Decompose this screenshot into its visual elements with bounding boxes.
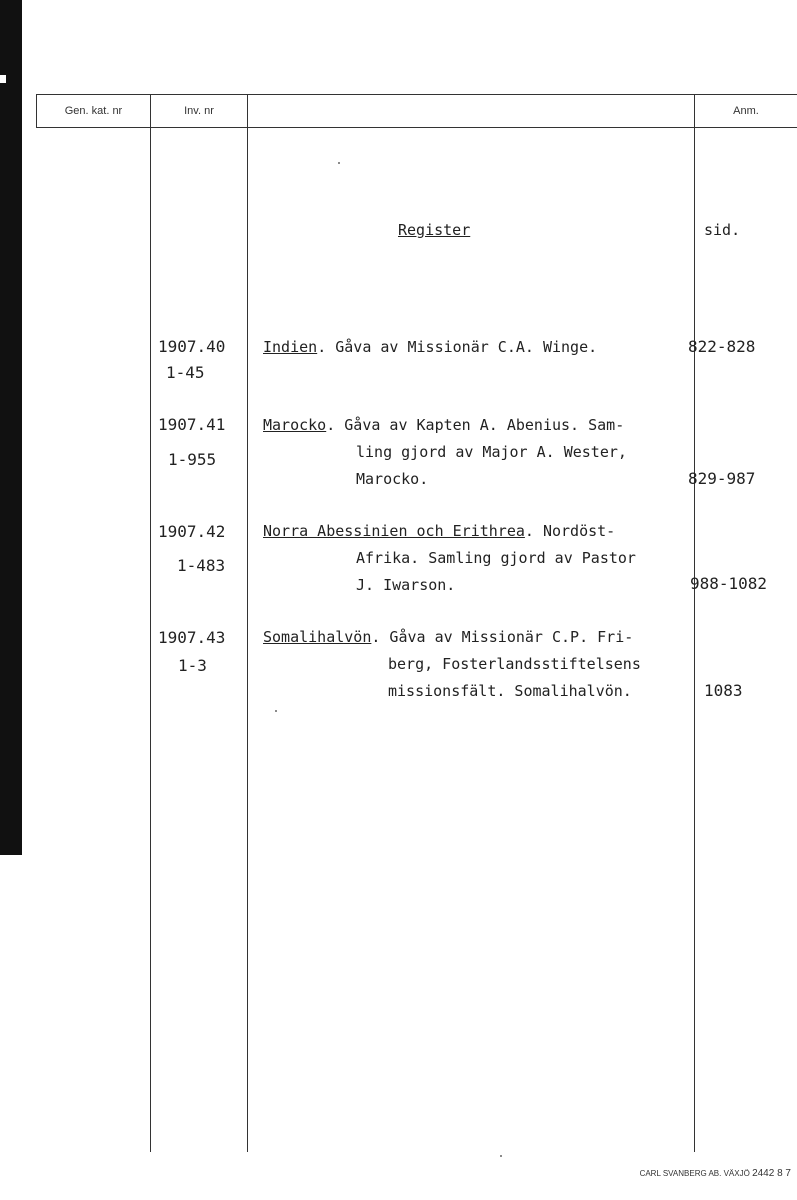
entry-inv-range: 1-45 bbox=[166, 363, 205, 382]
scan-speck bbox=[500, 1155, 502, 1157]
header-gen-kat-nr: Gen. kat. nr bbox=[64, 105, 123, 117]
entry-pages: 829-987 bbox=[688, 469, 756, 488]
entry-inv-year: 1907.43 bbox=[158, 628, 226, 647]
entry-description bbox=[263, 628, 633, 646]
entry-inv-range: 1-483 bbox=[177, 556, 226, 575]
entry-line1: . Gåva av Missionär C.A. Winge. bbox=[317, 338, 598, 356]
entry-line3: J. Iwarson. bbox=[356, 576, 456, 594]
entry-place: Marocko bbox=[263, 416, 327, 434]
entry-line1: . Nordöst- bbox=[524, 522, 616, 540]
entry-pages: 988-1082 bbox=[690, 574, 768, 593]
entry-place: Norra Abessinien och Erithrea bbox=[263, 522, 525, 540]
entry-line3: missionsfält. Somalihalvön. bbox=[388, 682, 632, 700]
entry-pages: 822-828 bbox=[688, 337, 756, 356]
register-title: Register bbox=[398, 221, 471, 239]
entry-line1: . Gåva av Missionär C.P. Fri- bbox=[371, 628, 634, 646]
scan-speck bbox=[275, 710, 277, 712]
entry-line1: . Gåva av Kapten A. Abenius. Sam- bbox=[326, 416, 625, 434]
header-anm: Anm. bbox=[733, 105, 759, 117]
scan-speck bbox=[338, 162, 340, 164]
header-inv-nr: Inv. nr bbox=[184, 105, 214, 117]
entry-inv-year: 1907.41 bbox=[158, 415, 226, 434]
entry-pages: 1083 bbox=[704, 681, 743, 700]
entry-line2: berg, Fosterlandsstiftelsens bbox=[388, 655, 641, 673]
printer-imprint bbox=[640, 1168, 791, 1179]
entry-description bbox=[263, 522, 615, 540]
entry-inv-range: 1-3 bbox=[178, 656, 207, 675]
column-divider-inv-text bbox=[247, 94, 248, 1152]
entry-line2: Afrika. Samling gjord av Pastor bbox=[356, 549, 636, 567]
entry-inv-year: 1907.40 bbox=[158, 337, 226, 356]
entry-place: Somalihalvön bbox=[263, 628, 372, 646]
column-divider-text-anm bbox=[694, 94, 695, 1152]
form-number: 2442 8 7 bbox=[752, 1168, 791, 1179]
entry-place: Indien bbox=[263, 338, 318, 356]
binder-notch bbox=[0, 75, 6, 83]
entry-line3: Marocko. bbox=[356, 470, 429, 488]
sid-label: sid. bbox=[704, 221, 741, 239]
entry-description bbox=[263, 338, 597, 356]
column-divider-gen-inv bbox=[150, 94, 151, 1152]
entry-inv-range: 1-955 bbox=[168, 450, 217, 469]
entry-line2: ling gjord av Major A. Wester, bbox=[356, 443, 627, 461]
printer-name: CARL SVANBERG AB. VÄXJÖ bbox=[639, 1169, 750, 1178]
entry-description bbox=[263, 416, 624, 434]
entry-inv-year: 1907.42 bbox=[158, 522, 226, 541]
binder-strip bbox=[0, 0, 22, 855]
